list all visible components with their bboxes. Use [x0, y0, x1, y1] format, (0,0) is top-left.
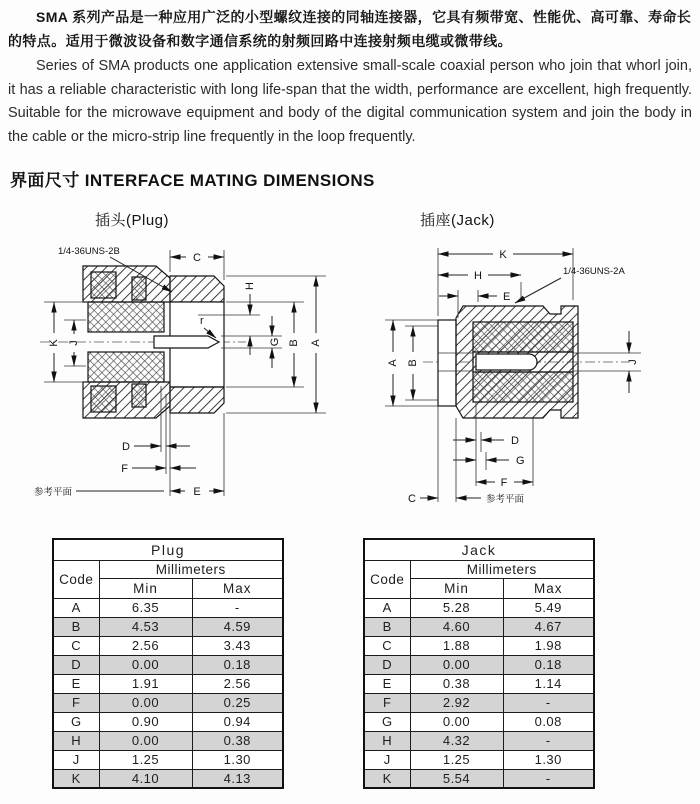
- min-cell: 2.92: [410, 693, 503, 712]
- plug-dim-r: r: [200, 315, 204, 327]
- min-cell: 1.25: [410, 750, 503, 769]
- jack-body-cross-section: [423, 306, 628, 418]
- max-cell: 1.98: [503, 636, 594, 655]
- jack-thread-label: 1/4-36UNS-2A: [563, 266, 625, 277]
- max-cell: 0.18: [503, 655, 594, 674]
- code-cell: G: [364, 712, 410, 731]
- code-cell: E: [53, 674, 99, 693]
- table-row: [53, 731, 283, 750]
- plug-dim-e: E: [193, 486, 201, 498]
- jack-dim-f: F: [500, 477, 508, 489]
- table-row: [364, 598, 594, 617]
- max-cell: 1.30: [503, 750, 594, 769]
- min-cell: 0.00: [410, 712, 503, 731]
- plug-table-title: Plug: [53, 539, 283, 560]
- code-cell: A: [53, 598, 99, 617]
- section-heading: 界面尺寸 INTERFACE MATING DIMENSIONS: [10, 171, 375, 190]
- jack-code-header: Code: [364, 560, 410, 598]
- table-row: [364, 617, 594, 636]
- max-cell: 2.56: [192, 674, 283, 693]
- min-cell: 2.56: [99, 636, 192, 655]
- plug-ref-plane-label: 参考平面: [34, 487, 73, 498]
- jack-dim-b: B: [407, 359, 419, 367]
- max-cell: 0.38: [192, 731, 283, 750]
- table-row: [53, 750, 283, 769]
- max-cell: 3.43: [192, 636, 283, 655]
- max-cell: 0.08: [503, 712, 594, 731]
- table-row: [53, 712, 283, 731]
- jack-dimensions-table: [363, 538, 595, 789]
- jack-dim-d: D: [511, 435, 519, 447]
- max-cell: 5.49: [503, 598, 594, 617]
- min-cell: 5.28: [410, 598, 503, 617]
- code-cell: J: [364, 750, 410, 769]
- code-cell: A: [364, 598, 410, 617]
- max-cell: -: [503, 769, 594, 788]
- plug-code-header: Code: [53, 560, 99, 598]
- jack-table-title-row: [364, 539, 594, 560]
- max-cell: 4.13: [192, 769, 283, 788]
- plug-technical-drawing: [28, 236, 358, 516]
- jack-min-header: Min: [410, 578, 503, 598]
- max-cell: 4.59: [192, 617, 283, 636]
- intro-paragraph-chinese: SMA 系列产品是一种应用广泛的小型螺纹连接的同轴连接器，它具有频带宽、性能优、高可靠、寿命长的特点。适用于微波设备和数字通信系统的射频回路中连接射频电缆或微带线。: [8, 9, 692, 49]
- plug-dim-g: G: [269, 337, 281, 347]
- min-cell: 1.91: [99, 674, 192, 693]
- jack-dim-k: K: [499, 249, 507, 261]
- plug-dimensions-table: [52, 538, 284, 789]
- min-cell: 6.35: [99, 598, 192, 617]
- jack-technical-drawing: [383, 240, 693, 530]
- plug-max-header: Max: [192, 578, 283, 598]
- jack-dim-h: H: [474, 270, 482, 282]
- plug-dim-k: K: [48, 339, 60, 347]
- max-cell: 4.67: [503, 617, 594, 636]
- table-row: [53, 769, 283, 788]
- table-row: [53, 617, 283, 636]
- table-row: [53, 674, 283, 693]
- plug-unit-header: Millimeters: [99, 560, 283, 578]
- max-cell: 0.25: [192, 693, 283, 712]
- min-cell: 0.00: [99, 655, 192, 674]
- jack-dim-e: E: [503, 291, 511, 303]
- max-cell: 1.14: [503, 674, 594, 693]
- min-cell: 1.88: [410, 636, 503, 655]
- code-cell: F: [53, 693, 99, 712]
- min-cell: 4.32: [410, 731, 503, 750]
- plug-dim-h: H: [244, 282, 256, 290]
- table-row: [53, 636, 283, 655]
- min-cell: 4.10: [99, 769, 192, 788]
- table-row: [53, 693, 283, 712]
- plug-dim-b: B: [288, 339, 300, 347]
- jack-drawing-title: 插座(Jack): [420, 212, 495, 229]
- code-cell: E: [364, 674, 410, 693]
- jack-dim-j: J: [627, 359, 639, 365]
- jack-max-header: Max: [503, 578, 594, 598]
- min-cell: 0.00: [99, 693, 192, 712]
- min-cell: 1.25: [99, 750, 192, 769]
- code-cell: D: [364, 655, 410, 674]
- plug-dim-a: A: [310, 339, 322, 347]
- min-cell: 4.60: [410, 617, 503, 636]
- jack-dim-a: A: [387, 359, 399, 367]
- intro-paragraph-english: Series of SMA products one application extensive small-scale coaxial person who join that whorl join, it has a reliable characteristic with long life-span that the width, performance are excellent, high frequently. Suitable for the microwave equipment and body of the digital communication system and join the body in the cable or the micro-strip line frequently in the loop frequently.: [8, 58, 692, 145]
- min-cell: 0.00: [410, 655, 503, 674]
- plug-table-unit-row: [53, 560, 283, 578]
- plug-table-title-row: [53, 539, 283, 560]
- code-cell: C: [364, 636, 410, 655]
- jack-table-unit-row: [364, 560, 594, 578]
- code-cell: H: [53, 731, 99, 750]
- code-cell: K: [53, 769, 99, 788]
- plug-dim-d: D: [122, 441, 130, 453]
- max-cell: -: [503, 693, 594, 712]
- table-row: [364, 693, 594, 712]
- jack-dim-g: G: [516, 455, 525, 467]
- table-row: [53, 598, 283, 617]
- min-cell: 5.54: [410, 769, 503, 788]
- max-cell: 0.94: [192, 712, 283, 731]
- min-cell: 0.00: [99, 731, 192, 750]
- table-row: [364, 674, 594, 693]
- min-cell: 0.90: [99, 712, 192, 731]
- min-cell: 4.53: [99, 617, 192, 636]
- code-cell: H: [364, 731, 410, 750]
- max-cell: 1.30: [192, 750, 283, 769]
- plug-dim-f: F: [121, 463, 128, 475]
- plug-thread-label: 1/4-36UNS-2B: [58, 246, 120, 257]
- max-cell: -: [503, 731, 594, 750]
- table-row: [364, 769, 594, 788]
- table-row: [53, 655, 283, 674]
- code-cell: C: [53, 636, 99, 655]
- code-cell: D: [53, 655, 99, 674]
- plug-dim-c: C: [193, 252, 201, 264]
- plug-drawing-title: 插头(Plug): [95, 212, 170, 229]
- max-cell: 0.18: [192, 655, 283, 674]
- code-cell: B: [364, 617, 410, 636]
- code-cell: F: [364, 693, 410, 712]
- table-row: [364, 655, 594, 674]
- jack-table-title: Jack: [364, 539, 594, 560]
- code-cell: B: [53, 617, 99, 636]
- jack-dim-c: C: [408, 493, 416, 505]
- code-cell: J: [53, 750, 99, 769]
- max-cell: -: [192, 598, 283, 617]
- code-cell: G: [53, 712, 99, 731]
- table-row: [364, 750, 594, 769]
- plug-min-header: Min: [99, 578, 192, 598]
- plug-dim-j: J: [68, 340, 80, 346]
- min-cell: 0.38: [410, 674, 503, 693]
- jack-ref-plane-label: 参考平面: [486, 494, 525, 505]
- code-cell: K: [364, 769, 410, 788]
- jack-unit-header: Millimeters: [410, 560, 594, 578]
- table-row: [364, 636, 594, 655]
- table-row: [364, 731, 594, 750]
- table-row: [364, 712, 594, 731]
